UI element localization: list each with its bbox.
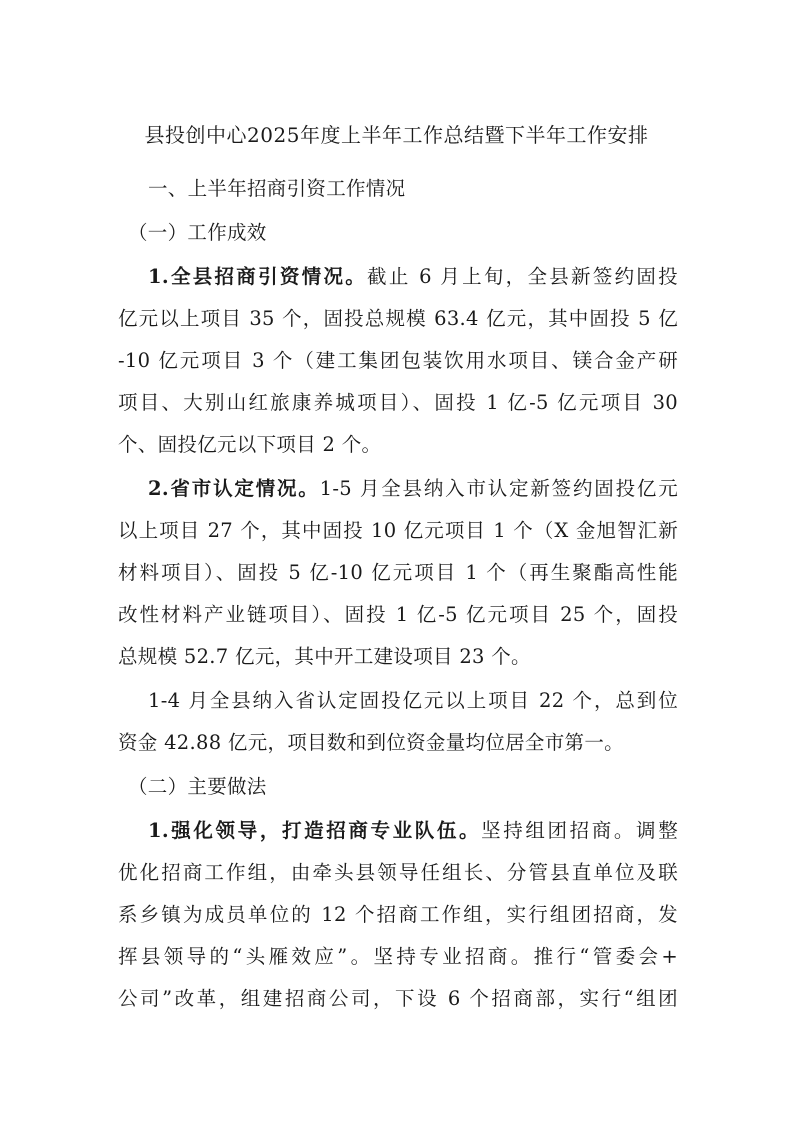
paragraph-2-line-4: 改性材料产业链项目）、固投 1 亿-5 亿元项目 25 个，固投	[118, 603, 678, 626]
paragraph-1-lead: 1.全县招商引资情况。	[148, 265, 368, 288]
paragraph-4-line-1	[148, 816, 678, 846]
paragraph-1-line-2: 亿元以上项目 35 个，固投总规模 63.4 亿元，其中固投 5 亿	[118, 307, 678, 330]
paragraph-2-line-3: 材料项目）、固投 5 亿-10 亿元项目 1 个（再生聚酯高性能	[118, 561, 678, 584]
section-heading-1: 一、上半年招商引资工作情况	[148, 177, 406, 200]
paragraph-4-line-5: 公司”改革，组建招商公司，下设 6 个招商部，实行“组团	[118, 987, 678, 1010]
subsection-heading-1: （一）工作成效	[128, 221, 267, 244]
paragraph-2-line-5: 总规模 52.7 亿元，其中开工建设项目 23 个。	[118, 645, 531, 668]
paragraph-1-line-5: 个、固投亿元以下项目 2 个。	[118, 433, 382, 456]
paragraph-3-line-2: 资金 42.88 亿元，项目数和到位资金量均位居全市第一。	[118, 731, 624, 754]
paragraph-1-line-1-text: 截止 6 月上旬，全县新签约固投	[367, 265, 678, 288]
paragraph-4-line-1-text: 坚持组团招商。调整	[481, 819, 678, 842]
paragraph-2-line-2: 以上项目 27 个，其中固投 10 亿元项目 1 个（X 金旭智汇新	[118, 519, 678, 542]
paragraph-4-line-4: 挥县领导的“头雁效应”。坚持专业招商。推行“管委会+	[118, 945, 678, 968]
paragraph-4-line-2: 优化招商工作组，由牵头县领导任组长、分管县直单位及联	[118, 861, 678, 884]
document-title: 县投创中心2025年度上半年工作总结暨下半年工作安排	[144, 123, 649, 147]
paragraph-1-line-1	[148, 262, 678, 292]
paragraph-1-line-4: 项目、大别山红旅康养城项目）、固投 1 亿-5 亿元项目 30	[118, 391, 678, 414]
paragraph-4-line-3: 系乡镇为成员单位的 12 个招商工作组，实行组团招商，发	[118, 903, 678, 926]
subsection-heading-2: （二）主要做法	[128, 775, 267, 798]
paragraph-1-line-3: -10 亿元项目 3 个（建工集团包装饮用水项目、镁合金产研	[118, 349, 678, 372]
paragraph-3-line-1: 1-4 月全县纳入省认定固投亿元以上项目 22 个，总到位	[148, 689, 678, 712]
paragraph-2-line-1-text: 1-5 月全县纳入市认定新签约固投亿元	[319, 477, 678, 500]
paragraph-4-lead: 1.强化领导，打造招商专业队伍。	[148, 819, 482, 842]
paragraph-2-line-1	[148, 474, 678, 504]
paragraph-2-lead: 2.省市认定情况。	[148, 477, 320, 500]
